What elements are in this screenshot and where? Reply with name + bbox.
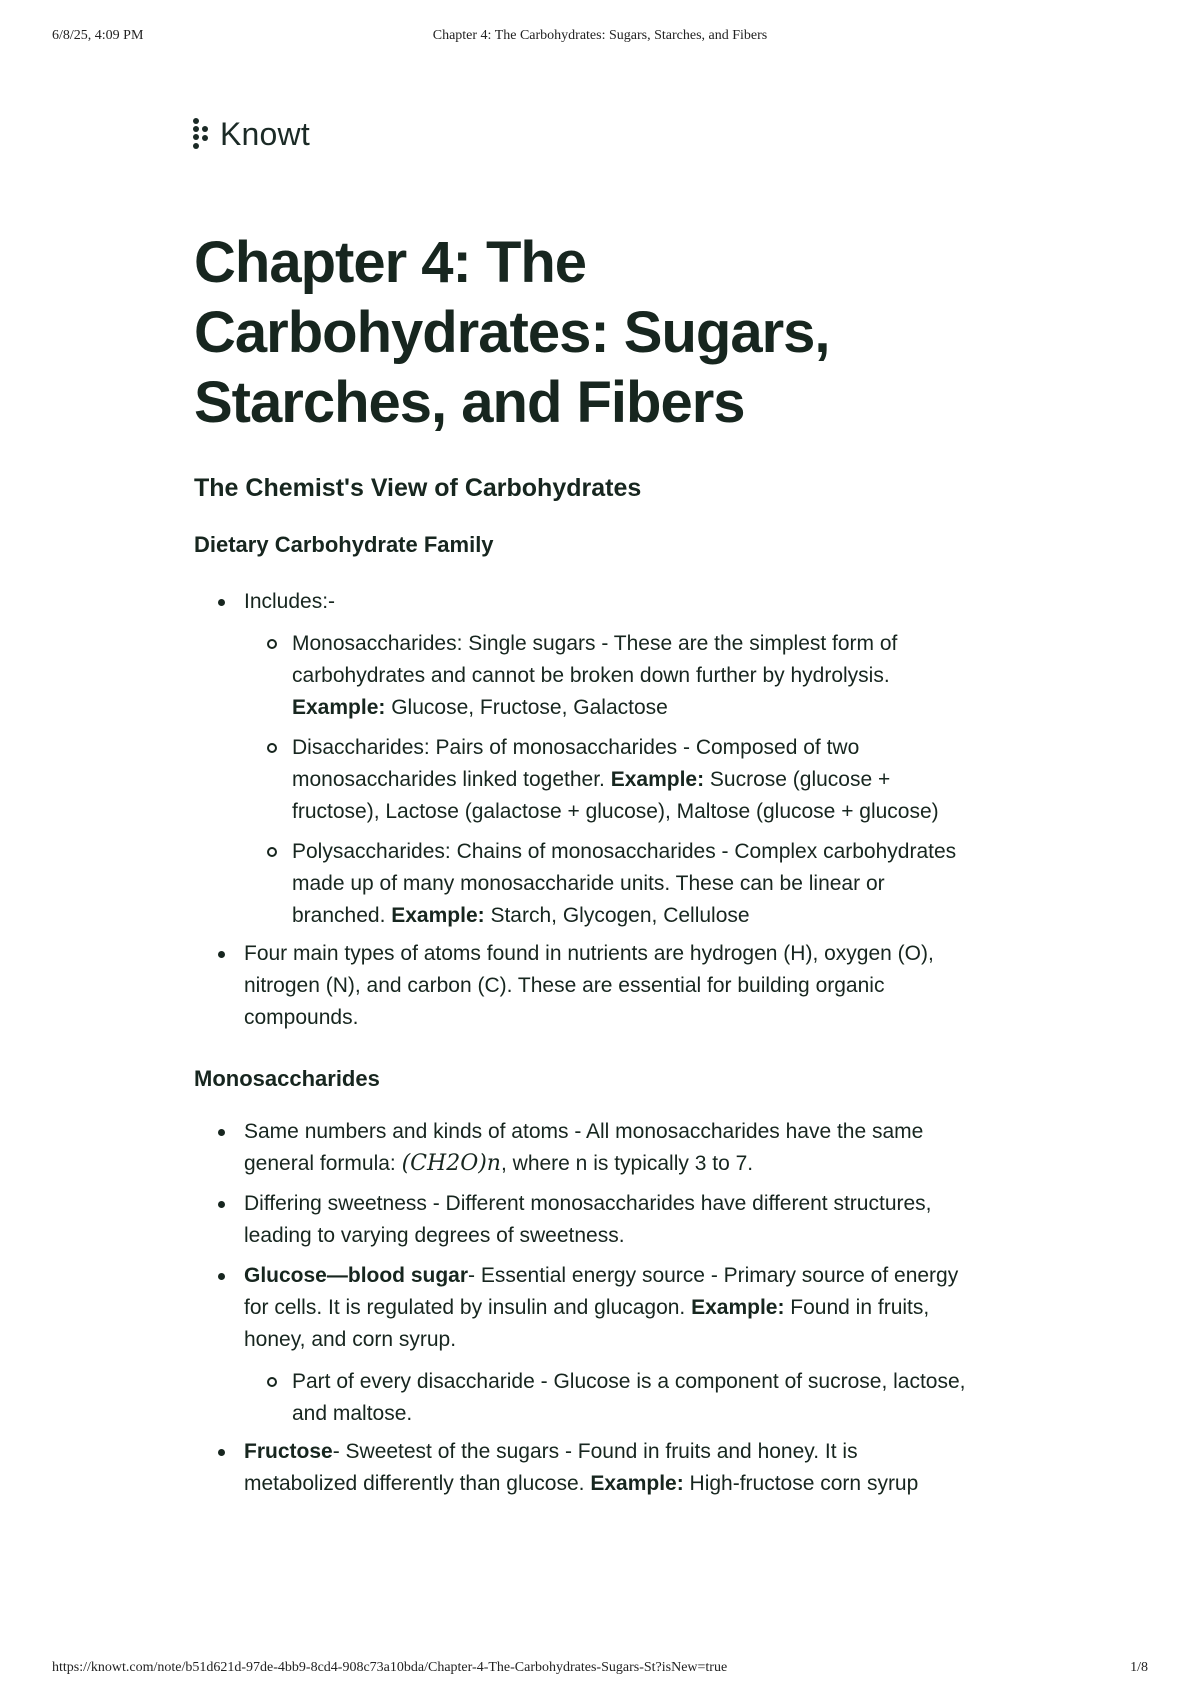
- glucose-sub-text: Part of every disaccharide - Glucose is a component of sucrose, lactose, and maltose.: [292, 1370, 966, 1425]
- example-label: Example:: [590, 1472, 684, 1495]
- list-item: [244, 628, 974, 724]
- glucose-term: Glucose—blood sugar: [244, 1264, 469, 1287]
- glucose-example: Found in fruits, honey, and corn syrup.: [244, 1296, 930, 1351]
- atoms-text: Four main types of atoms found in nutrients are hydrogen (H), oxygen (O), nitrogen (N), and carbon (C). These are essential for building organic compounds.: [244, 942, 934, 1029]
- note-content: [194, 228, 974, 1500]
- knowt-logo[interactable]: [192, 114, 310, 154]
- list-item: [194, 1436, 974, 1500]
- same-atoms-text: Same numbers and kinds of atoms - All monosaccharides have the same general formula:: [244, 1120, 924, 1175]
- print-footer: [52, 1660, 1148, 1680]
- knowt-dots-logo-icon: [192, 117, 210, 151]
- example-label: Example:: [391, 904, 485, 927]
- mono-text: Monosaccharides: Single sugars - These are the simplest form of carbohydrates and cannot be broken down further by hydrolysis.: [292, 632, 898, 687]
- example-label: Example:: [610, 768, 705, 791]
- print-datetime: 6/8/25, 4:09 PM: [52, 28, 144, 43]
- list-item: [194, 1116, 974, 1180]
- subsection-heading-monosaccharides: Monosaccharides: [194, 1066, 380, 1091]
- list-item: [244, 732, 974, 828]
- example-label: Example:: [691, 1296, 785, 1319]
- list-item: [194, 1188, 974, 1252]
- family-list: [194, 586, 974, 1034]
- list-item: [194, 586, 974, 932]
- example-label: Example:: [292, 696, 386, 719]
- monosaccharides-list: [194, 1116, 974, 1500]
- di-example: Sucrose (glucose + fructose), Lactose (galactose + glucose), Maltose (glucose + glucose): [292, 768, 939, 823]
- sweetness-text: Differing sweetness - Different monosaccharides have different structures, leading to varying degrees of sweetness.: [244, 1192, 932, 1247]
- includes-label: Includes:-: [244, 590, 336, 613]
- brand-name: Knowt: [220, 115, 310, 152]
- page-title: Chapter 4: The Carbohydrates: Sugars, Starches, and Fibers: [194, 230, 830, 435]
- fructose-text: - Sweetest of the sugars - Found in fruits and honey. It is metabolized differently than glucose.: [244, 1440, 858, 1495]
- list-item: [194, 938, 974, 1034]
- poly-example: Starch, Glycogen, Cellulose: [484, 904, 750, 927]
- subsection-heading-family: Dietary Carbohydrate Family: [194, 532, 494, 557]
- list-item: [194, 1260, 974, 1430]
- di-text: Disaccharides: Pairs of monosaccharides - Composed of two monosaccharides linked together.: [292, 736, 860, 791]
- print-url: https://knowt.com/note/b51d621d-97de-4bb9-8cd4-908c73a10bda/Chapter-4-The-Carbohydrates-Sugars-St?isNew=true: [52, 1660, 728, 1675]
- same-atoms-tail: , where n is typically 3 to 7.: [500, 1152, 754, 1175]
- fructose-example: High-fructose corn syrup: [683, 1472, 919, 1495]
- formula: (CH2O)n: [401, 1151, 501, 1176]
- sub-list: [244, 628, 974, 932]
- page-number: 1/8: [1130, 1660, 1148, 1675]
- sub-list: [244, 1366, 974, 1430]
- section-heading: The Chemist's View of Carbohydrates: [194, 474, 642, 502]
- list-item: [244, 836, 974, 932]
- list-item: [244, 1366, 974, 1430]
- glucose-text: - Essential energy source - Primary source of energy for cells. It is regulated by insulin and glucagon.: [244, 1264, 959, 1319]
- print-doc-title: Chapter 4: The Carbohydrates: Sugars, Starches, and Fibers: [432, 28, 768, 43]
- poly-text: Polysaccharides: Chains of monosaccharides - Complex carbohydrates made up of many monosaccharide units. These can be linear or branched.: [292, 840, 957, 927]
- print-header: [52, 28, 1148, 48]
- fructose-term: Fructose: [244, 1440, 333, 1463]
- mono-example: Glucose, Fructose, Galactose: [385, 696, 668, 719]
